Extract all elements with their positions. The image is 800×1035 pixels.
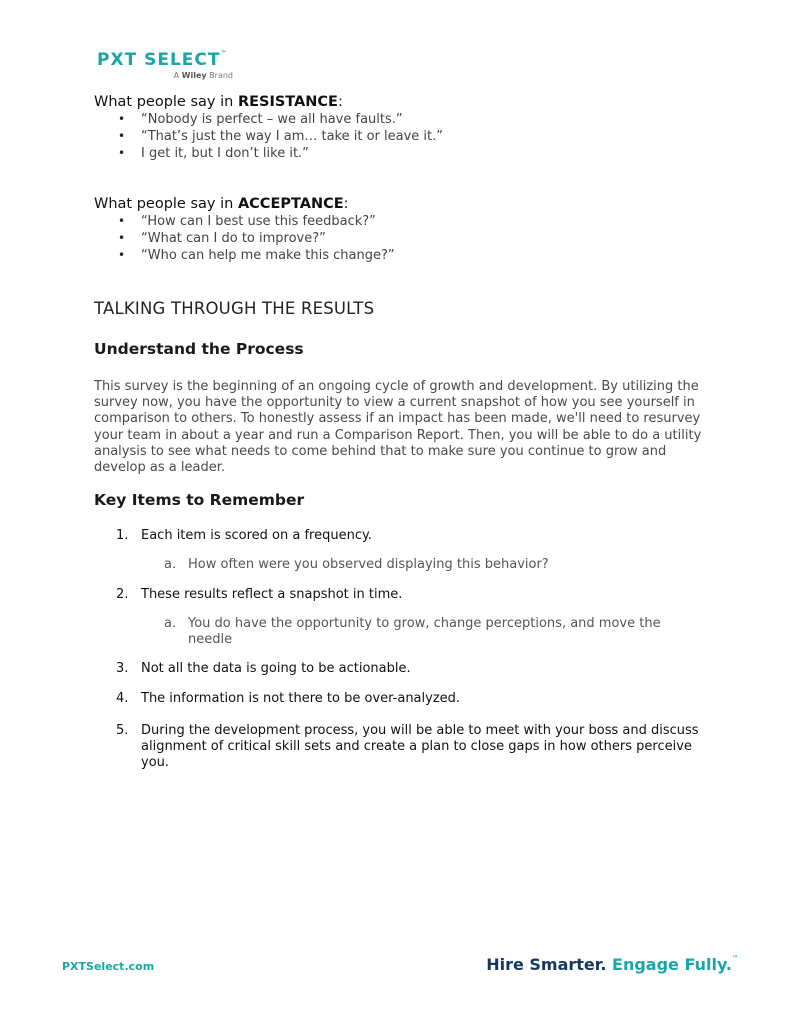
sub-list-letter: a.	[164, 616, 177, 631]
sub-list-item	[164, 557, 668, 573]
tagline-trademark: ™	[732, 955, 738, 962]
list-item: • “That’s just the way I am… take it or leave it.”	[94, 128, 443, 145]
footer-website-link[interactable]: PXTSelect.com	[62, 960, 155, 973]
list-item-text: These results reflect a snapshot in time.	[141, 587, 403, 602]
process-heading: Understand the Process	[94, 340, 304, 358]
resistance-intro-suffix: :	[337, 94, 343, 110]
logo-text: PXT SELECT	[97, 50, 221, 70]
process-paragraph: This survey is the beginning of an ongoing cycle of growth and development. By utilizing the survey now, you have the opportunity to view a current snapshot of how you see yourself in comparison to others. To honestly assess if an impact has been made, we'll need to resurvey your team in about a year and run a Comparison Report. Then, you will be able to do a utility analysis to see what needs to come behind that to make sure you continue to grow and develop as a leader.	[94, 379, 702, 476]
list-item: • “Nobody is perfect – we all have faults.”	[94, 111, 443, 128]
sub-list-item	[164, 616, 668, 648]
key-items-heading: Key Items to Remember	[94, 491, 305, 509]
list-number: 5.	[116, 723, 129, 738]
resistance-keyword: RESISTANCE	[237, 94, 338, 110]
list-item: • “What can I do to improve?”	[94, 230, 395, 247]
list-item: • I get it, but I don’t like it.”	[94, 145, 443, 162]
tagline-hire-smarter: Hire Smarter.	[486, 955, 607, 974]
list-item: • “How can I best use this feedback?”	[94, 213, 395, 230]
list-item: • “Who can help me make this change?”	[94, 247, 395, 264]
list-item-text: The information is not there to be over-analyzed.	[141, 691, 461, 706]
logo-trademark: ™	[220, 50, 228, 57]
logo-wordmark	[97, 50, 227, 70]
list-item	[94, 661, 714, 677]
list-item-text: Not all the data is going to be actionable.	[141, 661, 411, 676]
list-item-text: During the development process, you will be able to meet with your boss and discuss alignment of critical skill sets and create a plan to close gaps in how others perceive you.	[141, 723, 699, 770]
resistance-quote-list	[94, 111, 443, 162]
acceptance-intro-prefix: What people say in	[94, 196, 238, 212]
list-item	[94, 528, 714, 573]
acceptance-quote-list	[94, 213, 395, 264]
acceptance-intro	[94, 196, 349, 212]
tagline-engage-fully: Engage Fully.	[606, 955, 732, 974]
pxt-select-logo	[97, 50, 237, 84]
resistance-intro-prefix: What people say in	[94, 94, 238, 110]
logo-tagline	[174, 71, 233, 80]
acceptance-intro-suffix: :	[343, 196, 349, 212]
logo-sub-suffix: Brand	[206, 71, 233, 80]
list-number: 4.	[116, 691, 129, 706]
list-item	[94, 723, 714, 771]
sub-list-text: You do have the opportunity to grow, change perceptions, and move the needle	[188, 616, 661, 647]
list-item-text: Each item is scored on a frequency.	[141, 528, 372, 543]
list-number: 1.	[116, 528, 129, 543]
sub-list-text: How often were you observed displaying this behavior?	[188, 557, 549, 572]
logo-sub-prefix: A	[173, 71, 182, 80]
resistance-intro	[94, 94, 343, 110]
footer-tagline	[486, 955, 738, 974]
list-item	[94, 587, 714, 648]
list-item	[94, 691, 714, 707]
list-number: 2.	[116, 587, 129, 602]
acceptance-keyword: ACCEPTANCE	[237, 196, 344, 212]
list-number: 3.	[116, 661, 129, 676]
logo-sub-brand: Wiley	[181, 71, 207, 80]
section-heading: TALKING THROUGH THE RESULTS	[94, 299, 375, 318]
sub-list-letter: a.	[164, 557, 177, 572]
